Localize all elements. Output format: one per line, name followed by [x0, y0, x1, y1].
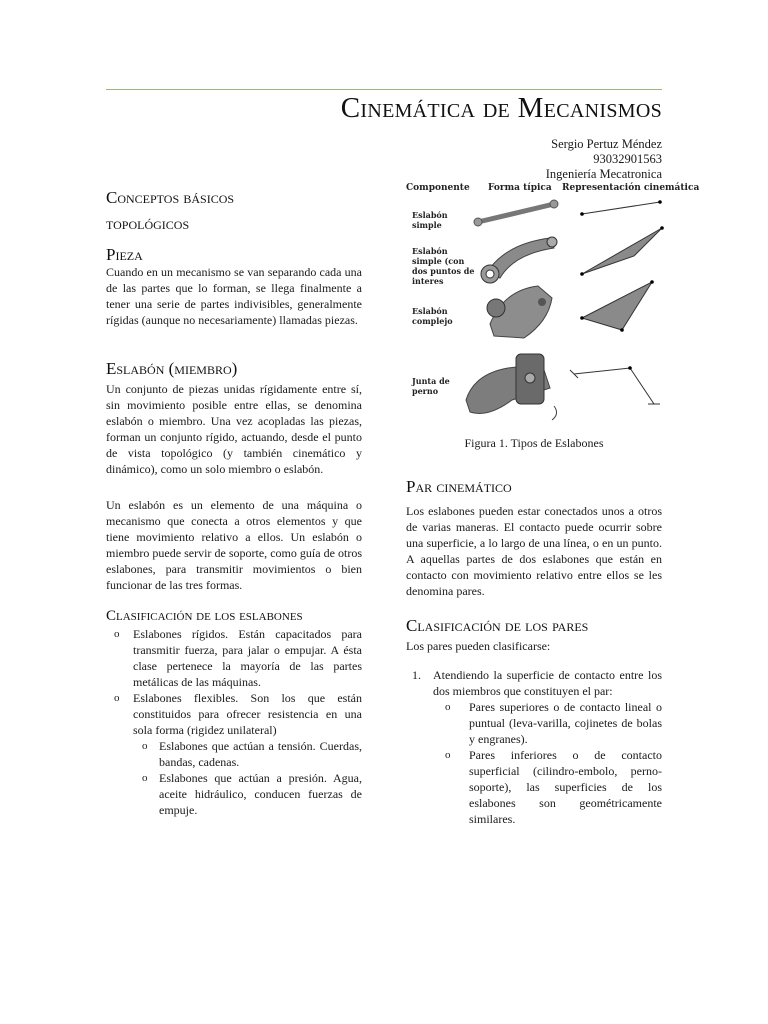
figure-row1-label-a: Eslabón [412, 210, 448, 220]
figure-col-representacion: Representación cinemática [562, 183, 700, 193]
complex-link-kinematic [580, 280, 654, 332]
figure-row2-label-b: simple (con [412, 256, 465, 266]
simple-link-kinematic [580, 200, 662, 216]
par-paragraph: Los eslabones pueden estar conectados unos a otros de varias maneras. El contacto puede ocurrir sobre una superficie, a lo largo de una línea, o en un punto. A aquellas partes de dos eslabones que están en contacto con movimiento relativo entre ellos se les denomina pares. [406, 504, 662, 598]
figure-row2-label-a: Eslabón [412, 246, 448, 256]
section-heading-concepts-b: topológicos [106, 214, 190, 233]
author-block [546, 137, 662, 182]
list-item: o Eslabones que actúan a presión. Agua, aceite hidráulico, conducen fuerzas de empuje. [106, 770, 362, 818]
section-heading-eslabon: Eslabón (miembro) [106, 359, 238, 378]
double-link-shape [481, 237, 557, 283]
figure-row4-label-b: perno [412, 386, 439, 396]
list-item: o Eslabones que actúan a tensión. Cuerdas, bandas, cadenas. [106, 738, 362, 770]
header-rule [106, 89, 662, 90]
figure-col-forma: Forma típica [488, 183, 552, 193]
list-item [406, 667, 662, 699]
pieza-paragraph: Cuando en un mecanismo se van separando cada una de las partes que lo forman, se llega finalmente a tener una serie de partes indivisibles, generalmente rígidas (aunque no necesariamente) llamadas piezas. [106, 265, 362, 327]
list-item: o Eslabones rígidos. Están capacitados para transmitir fuerza, para jalar o empujar. A ésta clase pertenece la mayoría de las partes metálicas de las máquinas. [106, 626, 362, 690]
double-link-kinematic [580, 226, 664, 276]
figure-drawing [404, 178, 700, 428]
author-program: Ingeniería Mecatronica [545, 167, 662, 181]
eslabon-paragraph-1: Un conjunto de piezas unidas rígidamente entre sí, sin movimiento posible entre ellas, se denomina eslabón o miembro. Una vez acopladas las piezas, forman un conjunto rígido, actuando, desde el punto de vista topológico (y también cinemático y dinámico), como un solo miembro o eslabón. [106, 382, 362, 476]
figure-row3-label-b: complejo [412, 316, 453, 326]
pin-joint-kinematic [570, 366, 660, 404]
figure-row1-label-b: simple [412, 220, 442, 230]
figure-row2-label-d: interes [412, 276, 444, 286]
author-id: 93032901563 [593, 152, 662, 166]
section-heading-clasificacion-pares: Clasificación de los pares [406, 616, 589, 635]
section-heading-par-cinematico: Par cinemático [406, 477, 512, 496]
list-number: 1. [412, 668, 421, 682]
author-name: Sergio Pertuz Méndez [551, 137, 662, 151]
list-item: o Pares inferiores o de contacto superficial (cilindro-embolo, perno-soporte), las superficies de los eslabones son geométricamente similares. [406, 747, 662, 827]
section-heading-concepts-a: Conceptos básicos [106, 188, 235, 207]
section-heading-pieza: Pieza [106, 245, 143, 264]
list-item-text: Atendiendo la superficie de contacto entre los dos miembros que constituyen el par: [433, 668, 662, 698]
figure-col-componente: Componente [406, 183, 470, 193]
simple-link-shape [474, 200, 558, 226]
eslabones-list [106, 626, 362, 818]
pares-list [406, 667, 662, 827]
pares-intro: Los pares pueden clasificarse: [406, 639, 551, 653]
figure-eslabones [404, 178, 700, 428]
figure-row3-label-a: Eslabón [412, 306, 448, 316]
figure-row2-label-c: dos puntos de [412, 266, 475, 276]
figure-caption: Figura 1. Tipos de Eslabones [464, 436, 604, 450]
list-item: o Eslabones flexibles. Son los que están constituidos para ofrecer resistencia en una sola forma (rigidez unilateral) [106, 690, 362, 738]
document-title: Cinemática de Mecanismos [340, 92, 662, 124]
complex-link-shape [487, 286, 552, 338]
figure-row4-label-a: Junta de [412, 376, 450, 386]
section-heading-clasificacion-eslabones: Clasificación de los eslabones [106, 608, 303, 624]
list-item: o Pares superiores o de contacto lineal o puntual (leva-varilla, cojinetes de bolas y engranes). [406, 699, 662, 747]
pin-joint-shape [466, 354, 557, 420]
eslabon-paragraph-2: Un eslabón es un elemento de una máquina o mecanismo que conecta a otros elementos y que tiene movimiento relativo a ellos. Un eslabón o miembro puede servir de soporte, como guía de otros eslabones, para transmitir movimientos o bien funcionar de las tres formas. [106, 498, 362, 592]
